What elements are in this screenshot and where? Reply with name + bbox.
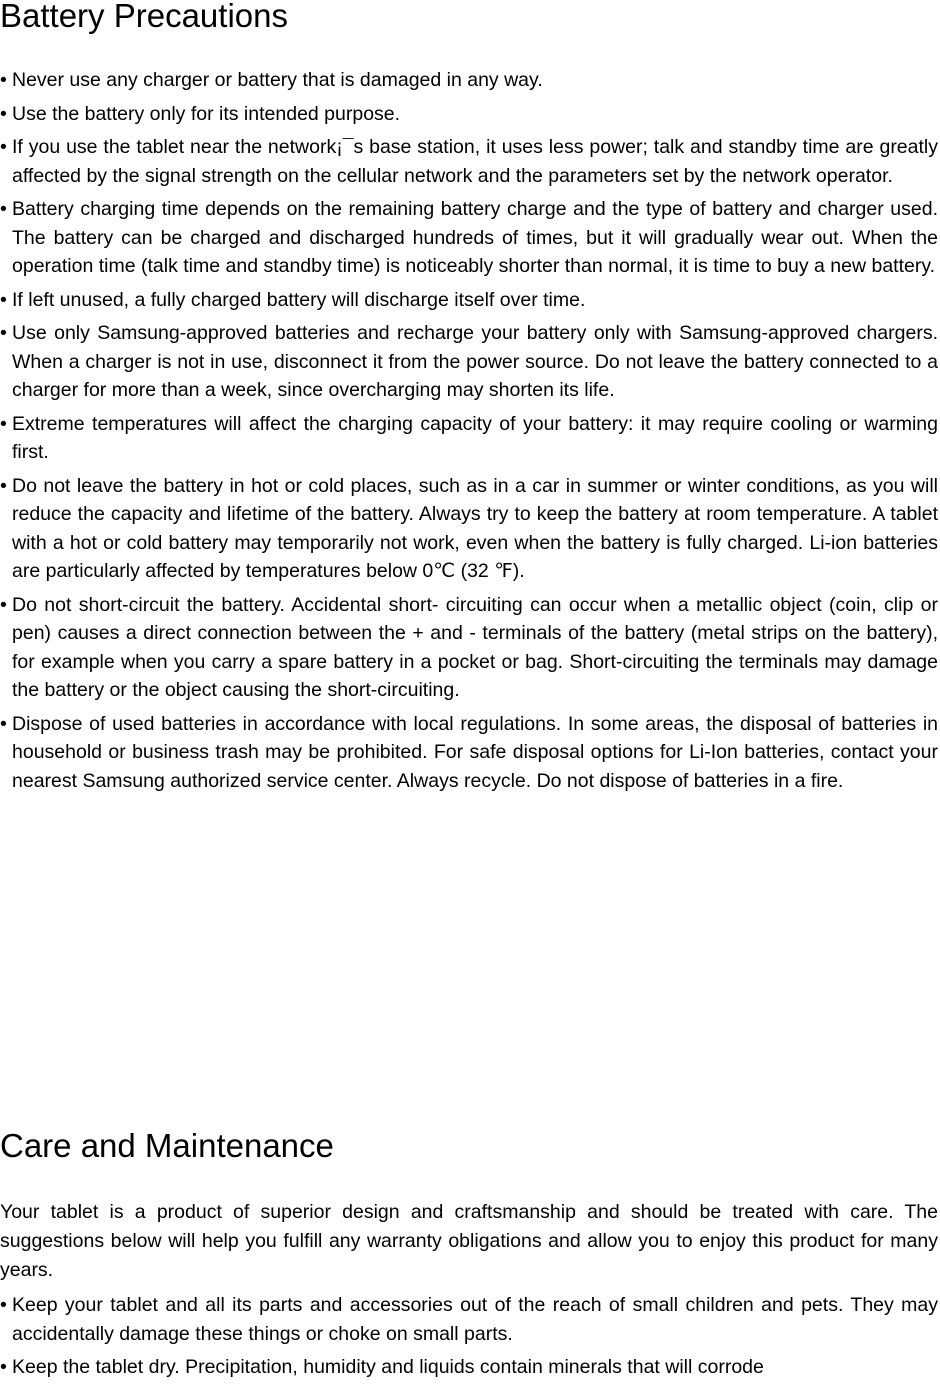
list-item: • Keep your tablet and all its parts and accessories out of the reach of small children and pets. They may accidentally damage these things or choke on small parts. xyxy=(0,1291,938,1348)
list-item: • Keep the tablet dry. Precipitation, humidity and liquids contain minerals that will corrode xyxy=(0,1353,938,1382)
care-maintenance-list xyxy=(0,1291,938,1387)
list-item: • If left unused, a fully charged battery will discharge itself over time. xyxy=(0,286,938,315)
battery-precautions-list xyxy=(0,66,938,800)
list-item: • Use only Samsung-approved batteries and recharge your battery only with Samsung-approved chargers. When a charger is not in use, disconnect it from the power source. Do not leave the battery connected to a charger for more than a week, since overcharging may shorten its life. xyxy=(0,319,938,405)
list-item: • Do not leave the battery in hot or cold places, such as in a car in summer or winter conditions, as you will reduce the capacity and lifetime of the battery. Always try to keep the battery at room temperature. A tablet with a hot or cold battery may temporarily not work, even when the battery is fully charged. Li-ion batteries are particularly affected by temperatures below 0℃ (32 ℉). xyxy=(0,472,938,586)
list-item: • Battery charging time depends on the remaining battery charge and the type of battery and charger used. The battery can be charged and discharged hundreds of times, but it will gradually wear out. When the operation time (talk time and standby time) is noticeably shorter than normal, it is time to buy a new battery. xyxy=(0,195,938,281)
battery-precautions-heading: Battery Precautions xyxy=(0,0,288,34)
list-item: • Extreme temperatures will affect the charging capacity of your battery: it may require cooling or warming first. xyxy=(0,410,938,467)
care-maintenance-intro: Your tablet is a product of superior design and craftsmanship and should be treated with care. The suggestions below will help you fulfill any warranty obligations and allow you to enjoy this product for many years. xyxy=(0,1201,938,1281)
care-maintenance-heading: Care and Maintenance xyxy=(0,1127,334,1164)
list-item: • Dispose of used batteries in accordance with local regulations. In some areas, the disposal of batteries in household or business trash may be prohibited. For safe disposal options for Li-Ion batteries, contact your nearest Samsung authorized service center. Always recycle. Do not dispose of batteries in a fire. xyxy=(0,710,938,796)
list-item: • If you use the tablet near the network¡¯s base station, it uses less power; talk and standby time are greatly affected by the signal strength on the cellular network and the parameters set by the network operator. xyxy=(0,133,938,190)
list-item: • Do not short-circuit the battery. Accidental short- circuiting can occur when a metallic object (coin, clip or pen) causes a direct connection between the + and - terminals of the battery (metal strips on the battery), for example when you carry a spare battery in a pocket or bag. Short-circuiting the terminals may damage the battery or the object causing the short-circuiting. xyxy=(0,591,938,705)
list-item: • Use the battery only for its intended purpose. xyxy=(0,100,938,129)
list-item: • Never use any charger or battery that is damaged in any way. xyxy=(0,66,938,95)
